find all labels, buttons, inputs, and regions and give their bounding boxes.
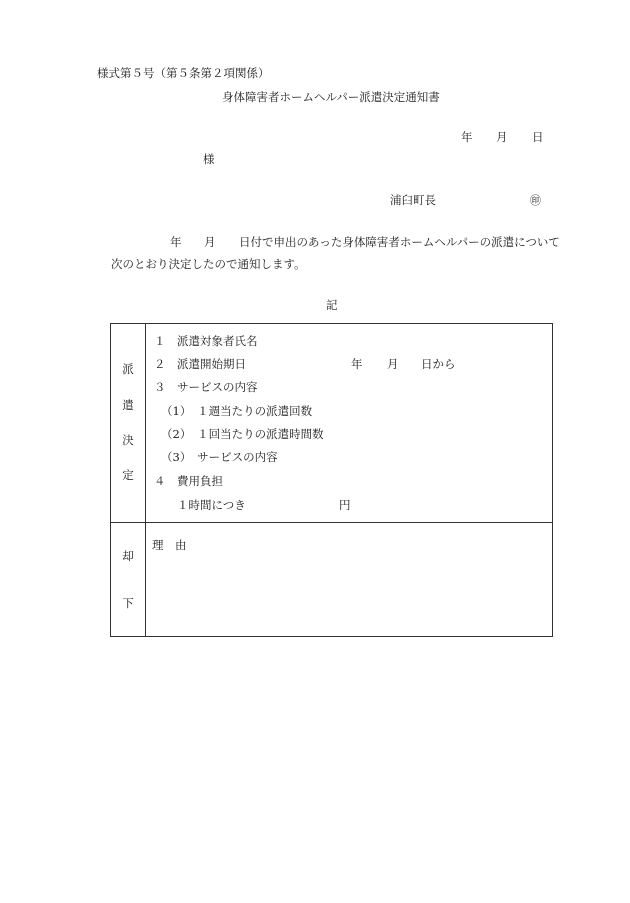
dispatch-label-char-2: 遣: [122, 398, 134, 412]
item-4-cost-burden: ４ 費用負担: [154, 474, 223, 488]
issuer-name: 浦臼町長: [390, 193, 436, 207]
rejection-label-char-1: 却: [122, 549, 134, 563]
body-line2: 次のとおり決定したので通知します。: [111, 257, 306, 271]
item-4-yen: 円: [339, 498, 351, 512]
item-3-2-hours-per-visit: （2） １回当たりの派遣時間数: [161, 427, 324, 441]
rejection-label-char-2: 下: [122, 596, 134, 610]
table-column-divider: [145, 324, 146, 636]
item-2-month: 月: [387, 357, 399, 371]
table-row-divider: [111, 522, 552, 523]
item-3-service-content: ３ サービスの内容: [154, 380, 258, 394]
date-month: 月: [496, 130, 508, 144]
recipient-honorific: 様: [203, 152, 215, 166]
item-2-from: 日から: [421, 357, 456, 371]
dispatch-label-char-1: 派: [122, 362, 134, 376]
dispatch-label-char-3: 決: [122, 433, 134, 447]
item-2-year: 年: [351, 357, 363, 371]
document-title: 身体障害者ホームヘルパー派遣決定通知書: [222, 90, 440, 104]
body-line1-text: 日付で申出のあった身体障害者ホームヘルパーの派遣について: [239, 235, 560, 249]
dispatch-label-char-4: 定: [122, 468, 134, 482]
item-3-1-weekly-count: （1） １週当たりの派遣回数: [161, 404, 313, 418]
body-month: 月: [204, 235, 216, 249]
dispatch-decision-table: [110, 323, 553, 637]
item-3-3-service-content: （3） サービスの内容: [161, 450, 278, 464]
rejection-reason-label: 理 由: [152, 538, 187, 552]
date-day: 日: [532, 130, 544, 144]
form-number: 様式第５号（第５条第２項関係）: [97, 66, 270, 80]
ki-heading: 記: [326, 298, 338, 312]
date-year: 年: [461, 130, 473, 144]
item-2-start-date: ２ 派遣開始期日: [154, 357, 246, 371]
item-4-per-hour: １時間につき: [177, 498, 246, 512]
body-year: 年: [170, 235, 182, 249]
seal-mark: ㊞: [530, 194, 541, 207]
item-1-recipient-name: １ 派遣対象者氏名: [154, 334, 258, 348]
